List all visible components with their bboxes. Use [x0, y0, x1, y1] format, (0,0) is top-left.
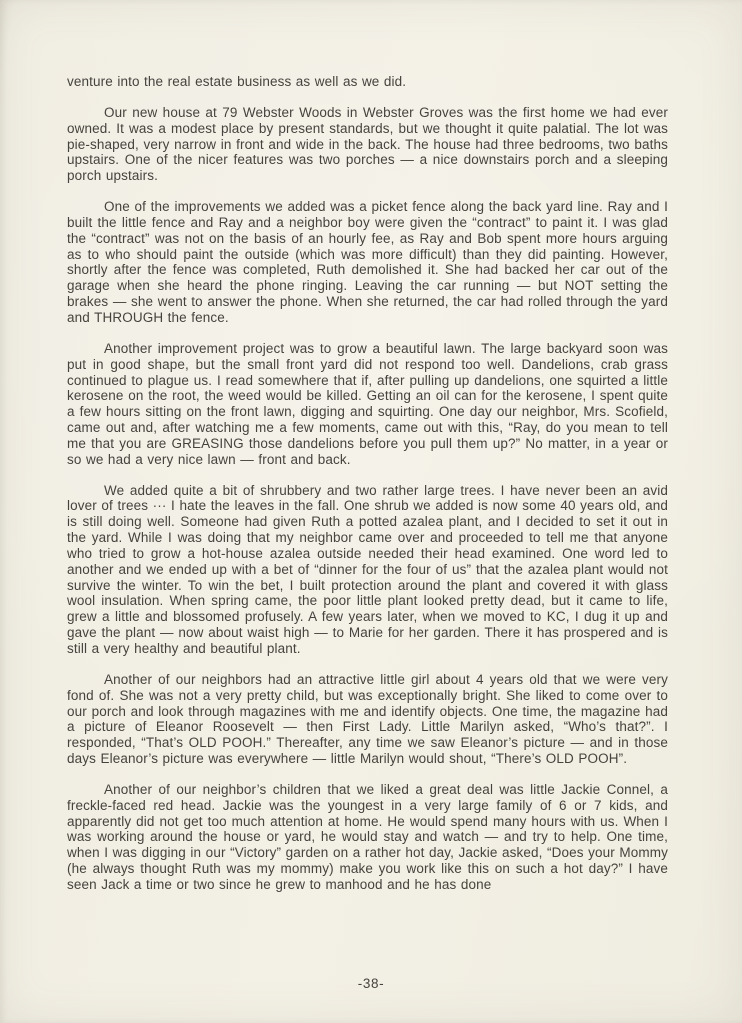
paragraph-jackie-connel: Another of our neighbor’s children that we liked a great deal was little Jackie Connel, a freckle-faced red head. Jackie was the youngest in a very large family of 6 or 7 kids, and apparently did not get too much attention at home. He would spend many hours with us. When I was working around the house or yard, he would stay and watch — and try to help. One time, when I was digging in our “Victory” garden on a rather hot day, Jackie asked, “Does your Mommy (he always thought Ruth was my mommy) make you work like this on such a hot day?” I have seen Jack a time or two since he grew to manhood and he has done	[67, 781, 668, 892]
paragraph-continuation: venture into the real estate business as well as we did.	[67, 74, 407, 89]
memoir-text-block	[67, 74, 668, 908]
page-number: -38-	[357, 976, 385, 991]
paragraph-lawn-dandelions: Another improvement project was to grow a beautiful lawn. The large backyard soon was put in good shape, but the small front yard did not respond too well. Dandelions, crab grass continued to plague us. I read somewhere that if, after pulling up dandelions, one squirted a little kerosene on the root, the weed would be killed. Getting an oil can for the kerosene, I spent quite a few hours sitting on the front lawn, digging and squirting. One day our neighbor, Mrs. Scofield, came out and, after watching me a few moments, came out with this, “Ray, do you mean to tell me that you are GREASING those dandelions before you pull them up?” No matter, in a year or so we had a very nice lawn — front and back.	[67, 340, 668, 467]
paragraph-shrubbery-azalea: We added quite a bit of shrubbery and two rather large trees. I have never been an avid lover of trees ··· I hate the leaves in the fall. One shrub we added is now some 40 years old, and is still doing well. Someone had given Ruth a potted azalea plant, and I decided to set it out in the yard. While I was doing that my neighbor came over and proceeded to tell me that anyone who tried to grow a hot-house azalea outside needed their head examined. One word led to another and we ended up with a bet of “dinner for the four of us” that the azalea plant would not survive the winter. To win the bet, I built protection around the plant and covered it with glass wool insulation. When spring came, the poor little plant looked pretty dead, but it came to life, grew a little and blossomed profusely. A few years later, when we moved to KC, I dug it up and gave the plant — now about waist high — to Marie for her garden. There it has prospered and is still a very healthy and beautiful plant.	[67, 482, 668, 656]
paragraph-picket-fence: One of the improvements we added was a picket fence along the back yard line. Ray and I built the little fence and Ray and a neighbor boy were given the “contract” to paint it. I was glad the “contract” was not on the basis of an hourly fee, as Ray and Bob spent more hours arguing as to who should paint the outside (which was more difficult) than they did painting. However, shortly after the fence was completed, Ruth demolished it. She had backed her car out of the garage when she heard the phone ringing. Leaving the car running — but NOT setting the brakes — she went to answer the phone. When she returned, the car had rolled through the yard and THROUGH the fence.	[67, 199, 668, 325]
paragraph-new-house: Our new house at 79 Webster Woods in Webster Groves was the first home we had ever owned. It was a modest place by present standards, but we thought it quite palatial. The lot was pie-shaped, very narrow in front and wide in the back. The house had three bedrooms, two baths upstairs. One of the nicer features was two porches — a nice downstairs porch and a sleeping porch upstairs.	[67, 104, 668, 184]
paragraph-little-marilyn: Another of our neighbors had an attractive little girl about 4 years old that we were very fond of. She was not a very pretty child, but was exceptionally bright. She liked to come over to our porch and look through magazines with me and identify objects. One time, the magazine had a picture of Eleanor Roosevelt — then First Lady. Little Marilyn asked, “Who’s that?”. I responded, “That’s OLD POOH.” Thereafter, any time we saw Eleanor’s picture — and in those days Eleanor’s picture was everywhere — little Marilyn would shout, “There’s OLD POOH”.	[67, 671, 668, 767]
